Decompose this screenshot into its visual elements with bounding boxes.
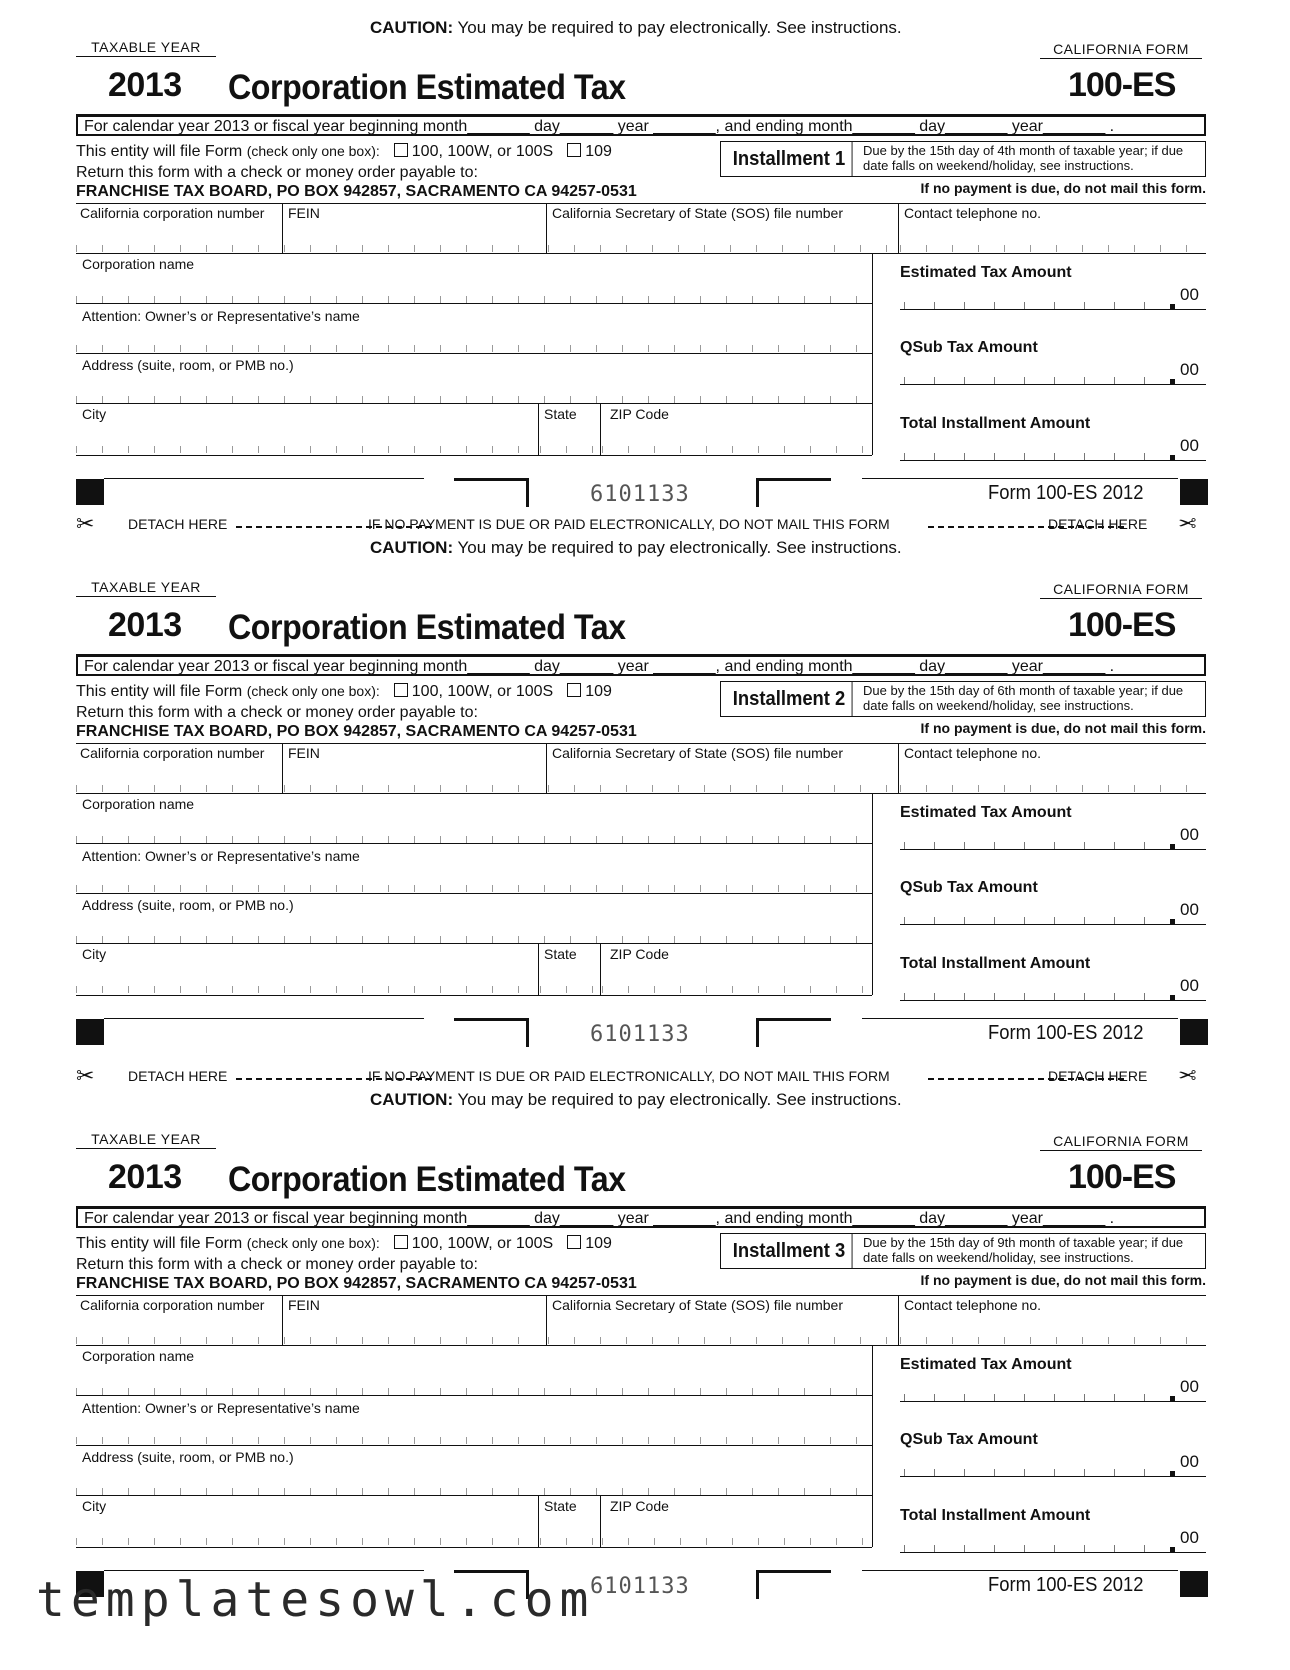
corp-name-field[interactable] [76,836,872,843]
installment-box [720,1233,1206,1269]
divider [900,309,1206,310]
zip-field[interactable] [602,986,868,993]
estimated-tax-label: Estimated Tax Amount [900,264,1072,281]
form-number: 100-ES [1068,66,1176,104]
divider [900,1000,1206,1001]
form-title: Corporation Estimated Tax [228,608,626,647]
state-label: State [544,1498,577,1514]
estimated-tax-cents: 00 [1180,285,1199,304]
sos-number-label: California Secretary of State (SOS) file number [552,1297,844,1313]
option-109-label: 109 [585,1235,612,1252]
sos-number-field[interactable] [548,785,894,792]
ca-corp-number-field[interactable] [76,245,276,252]
estimated-tax-label: Estimated Tax Amount [900,1356,1072,1373]
divider [862,1018,1178,1019]
attention-label: Attention: Owner’s or Representative’s name [82,848,360,864]
divider [76,455,872,456]
filing-prefix: This entity will file Form [76,143,247,160]
sos-number-field[interactable] [548,1337,894,1344]
registration-mark [76,479,104,505]
contact-phone-label: Contact telephone no. [904,1297,1041,1313]
entity-form-selection [76,1235,612,1253]
detach-right-label: DETACH HERE [1048,516,1148,532]
divider [104,1018,424,1019]
scan-code: 6101133 [590,1574,690,1599]
qsub-tax-label: QSub Tax Amount [900,339,1038,356]
divider [76,303,872,304]
ca-corp-number-label: California corporation number [80,1297,265,1313]
contact-phone-field[interactable] [900,785,1200,792]
divider [538,1495,539,1547]
zip-label: ZIP Code [610,406,669,422]
option-109-label: 109 [585,143,612,160]
attention-field[interactable] [76,885,872,892]
qsub-tax-cents: 00 [1180,360,1199,379]
divider [104,1570,424,1571]
state-field[interactable] [540,986,596,993]
option-109-label: 109 [585,683,612,700]
address-field[interactable] [76,396,872,403]
registration-mark [1180,1571,1208,1597]
registration-mark [1180,1019,1208,1045]
state-label: State [544,406,577,422]
zip-field[interactable] [602,1538,868,1545]
corp-name-label: Corporation name [82,796,195,812]
divider [538,943,539,995]
state-label: State [544,946,577,962]
divider [76,1445,872,1446]
divider [76,253,1206,254]
qsub-tax-field[interactable] [904,1469,1174,1476]
divider [282,743,283,793]
scissors-icon: ✂ [76,512,95,537]
divider [546,203,547,253]
fein-field[interactable] [284,1337,542,1344]
divider [76,793,1206,794]
voucher-installment-2 [0,540,1290,1060]
address-label: Address (suite, room, or PMB no.) [82,1449,294,1465]
ca-corp-number-field[interactable] [76,785,276,792]
detach-notice: IF NO PAYMENT IS DUE OR PAID ELECTRONICALLY, DO NOT MAIL THIS FORM [368,1068,890,1084]
scan-code: 6101133 [590,1022,690,1047]
taxable-year-label: TAXABLE YEAR [76,39,216,57]
estimated-tax-cents: 00 [1180,825,1199,844]
total-installment-label: Total Installment Amount [900,955,1091,972]
option-100-label: 100, 100W, or 100S [411,1235,554,1252]
divider [76,1495,872,1496]
fiscal-year-line[interactable]: For calendar year 2013 or fiscal year beginning month_______ day______ year _______, and ending month_______ day_______ year_______ . [76,114,1206,136]
address-field[interactable] [76,936,872,943]
estimated-tax-field[interactable] [904,842,1174,849]
estimated-tax-label: Estimated Tax Amount [900,804,1072,821]
ca-corp-number-label: California corporation number [80,745,265,761]
scan-code: 6101133 [590,482,690,507]
fein-field[interactable] [284,785,542,792]
divider [76,203,1206,204]
divider [900,1401,1206,1402]
checkbox-109[interactable] [567,143,581,157]
address-label: Address (suite, room, or PMB no.) [82,897,294,913]
tax-year: 2013 [108,1158,182,1196]
due-date-text: Due by the 15th day of 4th month of taxable year; if due date falls on weekend/holiday, see instructions. [863,143,1184,173]
no-payment-notice: If no payment is due, do not mail this form. [920,1272,1206,1288]
divider [76,893,872,894]
divider [898,203,899,253]
qsub-tax-label: QSub Tax Amount [900,879,1038,896]
detach-line [76,512,1206,537]
city-field[interactable] [76,446,534,453]
checkbox-109[interactable] [567,1235,581,1249]
sos-number-label: California Secretary of State (SOS) file number [552,745,844,761]
divider [104,478,424,479]
total-installment-cents: 00 [1180,436,1199,455]
footer-form-id: Form 100-ES 2012 [988,1574,1144,1596]
sos-number-label: California Secretary of State (SOS) file number [552,205,844,221]
footer-form-id: Form 100-ES 2012 [988,482,1144,504]
detach-left-label: DETACH HERE [128,516,228,532]
scan-corner-mark [454,1018,529,1047]
qsub-tax-cents: 00 [1180,900,1199,919]
scissors-icon: ✂ [1178,512,1197,537]
voucher-installment-1 [0,0,1290,520]
installment-label: Installment 1 [726,142,852,176]
city-label: City [82,1498,107,1514]
estimated-tax-field[interactable] [904,302,1174,309]
checkbox-109[interactable] [567,683,581,697]
divider [900,849,1206,850]
divider [76,943,872,944]
divider [76,1295,1206,1296]
city-label: City [82,946,107,962]
divider [900,1552,1206,1553]
no-payment-notice: If no payment is due, do not mail this form. [920,720,1206,736]
divider [546,743,547,793]
zip-field[interactable] [602,446,868,453]
taxable-year-label: TAXABLE YEAR [76,579,216,597]
ca-corp-number-field[interactable] [76,1337,276,1344]
qsub-tax-label: QSub Tax Amount [900,1431,1038,1448]
estimated-tax-cents: 00 [1180,1377,1199,1396]
zip-label: ZIP Code [610,1498,669,1514]
caution-notice [370,538,902,558]
address-field[interactable] [76,1488,872,1495]
form-title: Corporation Estimated Tax [228,1160,626,1199]
california-form-label: CALIFORNIA FORM [1040,581,1202,599]
fein-field[interactable] [284,245,542,252]
total-installment-cents: 00 [1180,1528,1199,1547]
total-installment-label: Total Installment Amount [900,415,1091,432]
installment-box [720,681,1206,717]
divider [900,1476,1206,1477]
city-field[interactable] [76,1538,534,1545]
divider [76,843,872,844]
state-field[interactable] [540,446,596,453]
total-installment-cents: 00 [1180,976,1199,995]
caution-label: CAUTION: [370,1090,454,1109]
divider [282,203,283,253]
city-field[interactable] [76,986,534,993]
filing-prefix: This entity will file Form [76,683,247,700]
entity-form-selection [76,683,612,701]
divider [76,1395,872,1396]
fein-label: FEIN [288,205,320,221]
divider [76,995,872,996]
fiscal-year-line[interactable]: For calendar year 2013 or fiscal year beginning month_______ day______ year _______, and ending month_______ day_______ year_______ . [76,654,1206,676]
zip-label: ZIP Code [610,946,669,962]
corp-name-field[interactable] [76,1388,872,1395]
divider [76,353,872,354]
divider [872,253,873,455]
california-form-label: CALIFORNIA FORM [1040,41,1202,59]
attention-label: Attention: Owner’s or Representative’s name [82,308,360,324]
scan-corner-mark [454,478,529,507]
return-instructions: Return this form with a check or money order payable to: [76,1256,478,1273]
divider [872,793,873,995]
detach-right-label: DETACH HERE [1048,1068,1148,1084]
checkbox-100[interactable] [394,1235,408,1249]
checkbox-100[interactable] [394,143,408,157]
detach-line [76,1064,1206,1089]
california-form-label: CALIFORNIA FORM [1040,1133,1202,1151]
scan-corner-mark [756,1018,831,1047]
no-payment-notice: If no payment is due, do not mail this form. [920,180,1206,196]
caution-label: CAUTION: [370,538,454,557]
divider [872,1345,873,1547]
caution-label: CAUTION: [370,18,454,37]
fein-label: FEIN [288,1297,320,1313]
option-100-label: 100, 100W, or 100S [411,143,554,160]
total-installment-field[interactable] [904,453,1174,460]
divider [76,1547,872,1548]
divider [546,1295,547,1345]
divider [900,924,1206,925]
watermark: templatesowl.com [36,1572,595,1628]
total-installment-field[interactable] [904,1545,1174,1552]
filing-prefix: This entity will file Form [76,1235,247,1252]
scissors-icon: ✂ [1178,1064,1197,1089]
fein-label: FEIN [288,745,320,761]
scissors-icon: ✂ [76,1064,95,1089]
tax-year: 2013 [108,66,182,104]
caution-text: You may be required to pay electronically. See instructions. [453,538,902,557]
ftb-address: FRANCHISE TAX BOARD, PO BOX 942857, SACRAMENTO CA 94257-0531 [76,183,637,200]
attention-field[interactable] [76,1437,872,1444]
detach-notice: IF NO PAYMENT IS DUE OR PAID ELECTRONICALLY, DO NOT MAIL THIS FORM [368,516,890,532]
caution-notice [370,18,902,38]
entity-form-selection [76,143,612,161]
total-installment-field[interactable] [904,993,1174,1000]
registration-mark [1180,479,1208,505]
divider [900,460,1206,461]
detach-left-label: DETACH HERE [128,1068,228,1084]
qsub-tax-cents: 00 [1180,1452,1199,1471]
ca-corp-number-label: California corporation number [80,205,265,221]
installment-box [720,141,1206,177]
state-field[interactable] [540,1538,596,1545]
divider [76,743,1206,744]
ftb-address: FRANCHISE TAX BOARD, PO BOX 942857, SACRAMENTO CA 94257-0531 [76,1275,637,1292]
scan-corner-mark [756,1570,831,1599]
filing-hint: (check only one box): [246,143,380,159]
taxable-year-label: TAXABLE YEAR [76,1131,216,1149]
sos-number-field[interactable] [548,245,894,252]
divider [538,403,539,455]
corp-name-label: Corporation name [82,256,195,272]
divider [600,943,601,995]
caution-text: You may be required to pay electronically. See instructions. [453,1090,902,1109]
divider [76,403,872,404]
divider [76,1345,1206,1346]
voucher-installment-3 [0,1092,1290,1612]
ftb-address: FRANCHISE TAX BOARD, PO BOX 942857, SACRAMENTO CA 94257-0531 [76,723,637,740]
corp-name-label: Corporation name [82,1348,195,1364]
attention-field[interactable] [76,345,872,352]
tax-year: 2013 [108,606,182,644]
form-number: 100-ES [1068,1158,1176,1196]
filing-hint: (check only one box): [246,1235,380,1251]
qsub-tax-field[interactable] [904,377,1174,384]
caution-notice [370,1090,902,1110]
form-title: Corporation Estimated Tax [228,68,626,107]
due-date-text: Due by the 15th day of 6th month of taxable year; if due date falls on weekend/holiday, see instructions. [863,683,1184,713]
contact-phone-label: Contact telephone no. [904,745,1041,761]
fiscal-year-line[interactable]: For calendar year 2013 or fiscal year beginning month_______ day______ year _______, and ending month_______ day_______ year_______ . [76,1206,1206,1228]
checkbox-100[interactable] [394,683,408,697]
scan-corner-mark [756,478,831,507]
form-number: 100-ES [1068,606,1176,644]
divider [282,1295,283,1345]
divider [898,743,899,793]
installment-label: Installment 3 [726,1234,852,1268]
divider [900,384,1206,385]
divider [862,1570,1178,1571]
divider [862,478,1178,479]
due-date-text: Due by the 15th day of 9th month of taxable year; if due date falls on weekend/holiday, see instructions. [863,1235,1184,1265]
address-label: Address (suite, room, or PMB no.) [82,357,294,373]
installment-label: Installment 2 [726,682,852,716]
corp-name-field[interactable] [76,296,872,303]
registration-mark [76,1019,104,1045]
contact-phone-field[interactable] [900,1337,1200,1344]
divider [898,1295,899,1345]
estimated-tax-field[interactable] [904,1394,1174,1401]
city-label: City [82,406,107,422]
total-installment-label: Total Installment Amount [900,1507,1091,1524]
divider [600,403,601,455]
return-instructions: Return this form with a check or money order payable to: [76,164,478,181]
contact-phone-label: Contact telephone no. [904,205,1041,221]
option-100-label: 100, 100W, or 100S [411,683,554,700]
return-instructions: Return this form with a check or money order payable to: [76,704,478,721]
footer-form-id: Form 100-ES 2012 [988,1022,1144,1044]
divider [600,1495,601,1547]
attention-label: Attention: Owner’s or Representative’s name [82,1400,360,1416]
contact-phone-field[interactable] [900,245,1200,252]
caution-text: You may be required to pay electronically. See instructions. [453,18,902,37]
filing-hint: (check only one box): [246,683,380,699]
qsub-tax-field[interactable] [904,917,1174,924]
